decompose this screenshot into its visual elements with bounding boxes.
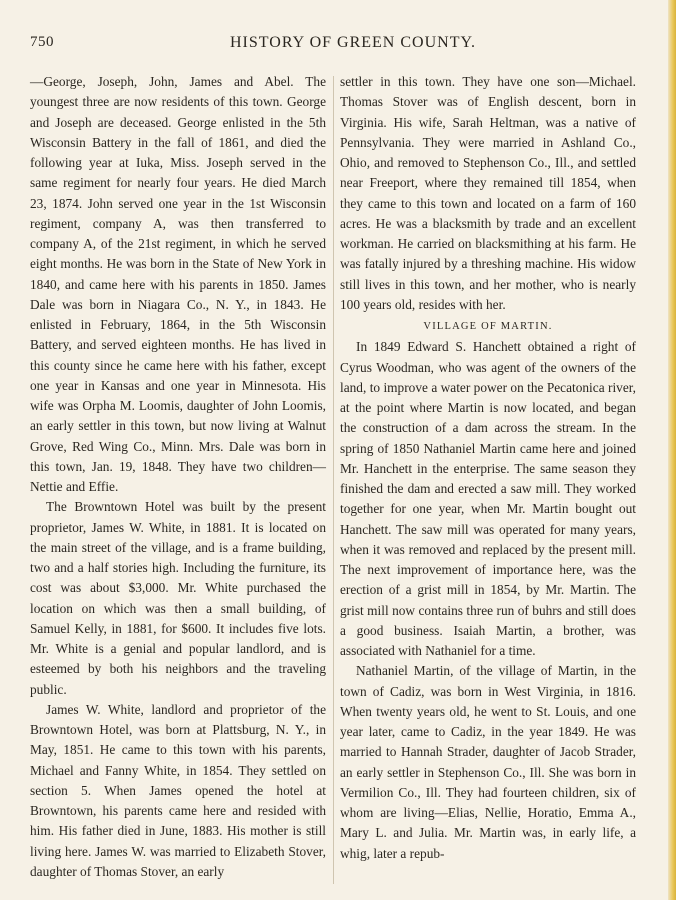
paragraph: The Browntown Hotel was built by the present proprietor, James W. White, in 1881. It is located on the main street of the village, and is a frame building, two and a half stories high. Including the furniture, its cost was about $3,000. Mr. White purchased the location on which was then a small building, of Samuel Kelly, in 1881, for $600. It includes five lots. Mr. White is a genial and popular landlord, and is esteemed by both his neighbors and the traveling public. — [30, 499, 326, 697]
paragraph: In 1849 Edward S. Hanchett obtained a right of Cyrus Woodman, who was agent of the owners of the land, to improve a water power on the Pecatonica river, at the point where Martin is now located, and began the construction of a dam across the stream. In the spring of 1850 Nathaniel Martin came here and joined Mr. Hanchett in the enterprise. The same season they finished the dam and erected a saw mill. They worked together for one year, when Mr. Martin bought out Hanchett. The saw mill was operated for many years, when it was removed and replaced by the present mill. The next improvement of importance here, was the erection of a grist mill in 1854, by Mr. Martin. The grist mill now contains three run of buhrs and still does a good business. Isaiah Martin, a brother, was associated with Nathaniel for a time. — [340, 339, 636, 658]
column-gutter — [333, 76, 334, 884]
right-column — [340, 72, 636, 864]
page-edge — [668, 0, 676, 900]
page-number: 750 — [30, 34, 54, 50]
left-column — [30, 72, 326, 882]
running-title: HISTORY OF GREEN COUNTY. — [230, 34, 476, 51]
section-heading: VILLAGE OF MARTIN. — [423, 321, 553, 332]
paragraph: —George, Joseph, John, James and Abel. The youngest three are now residents of this town. George and Joseph are deceased. George enlisted in the 5th Wisconsin Battery in the fall of 1861, and died the following year at Iuka, Miss. Joseph served in the same regiment for nearly four years. He died March 23, 1874. John served one year in the 1st Wisconsin regiment, company A, was then transferred to company A, of the 21st regiment, in which he served eight months. He was born in the State of New York in 1840, and came here with his parents in 1850. James Dale was born in Niagara Co., N. Y., in 1843. He enlisted in February, 1864, in the 5th Wisconsin Battery, and served eighteen months. He has lived in this county since he came here with his father, except one year in Kansas and one year in Minnesota. His wife was Orpha M. Loomis, daughter of John Loomis, an early settler in this town, but now living at Walnut Grove, Red Wing Co., Minn. Mrs. Dale was born in this town, Jan. 19, 1848. They have two children—Nettie and Effie. — [30, 74, 326, 494]
paragraph: James W. White, landlord and proprietor of the Browntown Hotel, was born at Plattsburg, N. Y., in May, 1851. He came to this town with his parents, Michael and Fanny White, in 1854. They settled on section 5. When James opened the hotel at Browntown, his parents came here and resided with him. His father died in June, 1883. His mother is still living here. James W. was married to Elizabeth Stover, daughter of Thomas Stover, an early — [30, 701, 326, 879]
paragraph: Nathaniel Martin, of the village of Martin, in the town of Cadiz, was born in West Virginia, in 1816. When twenty years old, he went to St. Louis, and one year later, came to Cadiz, in the year 1849. He was married to Hannah Strader, daughter of Jacob Strader, an early settler in Stephenson Co., Ill. She was born in Vermilion Co., Ill. They had fourteen children, six of whom are living—Elias, Nellie, Horatio, Emma A., Mary L. and Julia. Mr. Martin was, in early life, a whig, later a repub- — [340, 663, 636, 861]
page-header — [30, 34, 640, 56]
paragraph: settler in this town. They have one son—Michael. Thomas Stover was of English descent, born in Virginia. His wife, Sarah Heltman, was a native of Pennsylvania. They were married in Ashland Co., Ohio, and removed to Stephenson Co., Ill., and settled near Freeport, where they remained till 1854, when they came to this town and located on a farm of 160 acres. He was a blacksmith by trade and an excellent workman. He carried on blacksmithing at his farm. He was fatally injured by a threshing machine. His widow still lives in this town, and her mother, who is nearly 100 years old, resides with her. — [340, 74, 636, 312]
